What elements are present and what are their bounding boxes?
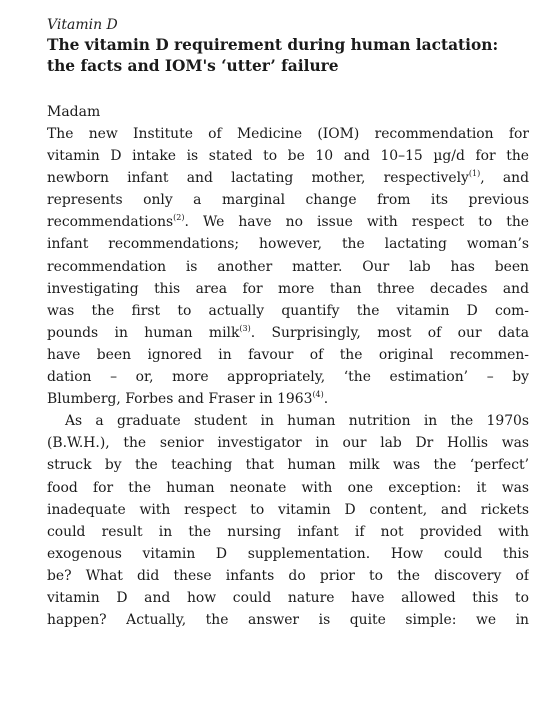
paragraph: [47, 410, 529, 631]
line-text: recommendation is another matter. Our lab has been: [47, 258, 529, 275]
line-text: inadequate with respect to vitamin D content, and rickets: [47, 501, 529, 518]
line-text-after-ref: . Surprisingly, most of our data: [250, 324, 529, 341]
text-line: [47, 454, 529, 476]
line-text: vitamin D and how could nature have allowed this to: [47, 589, 529, 606]
line-text: Blumberg, Forbes and Fraser in 1963: [47, 391, 313, 408]
reference-superscript: (3): [239, 323, 251, 333]
line-text: represents only a marginal change from its previous: [47, 192, 529, 209]
title-line: The vitamin D requirement during human lactation:: [47, 36, 499, 54]
line-text: vitamin D intake is stated to be 10 and 10–15 µg/d for the: [47, 148, 529, 165]
text-line: [47, 211, 529, 233]
letter-body: [47, 123, 529, 631]
title-line: the facts and IOM's ‘utter’ failure: [47, 57, 339, 75]
text-line: [47, 499, 529, 521]
text-line: [47, 145, 529, 167]
line-text: investigating this area for more than three decades and: [47, 280, 529, 297]
text-line: [47, 344, 529, 366]
text-line: [47, 565, 529, 587]
line-text: was the first to actually quantify the vitamin D com-: [47, 302, 529, 319]
text-line: [47, 388, 529, 410]
line-text: dation – or, more appropriately, ‘the estimation’ – by: [47, 369, 529, 386]
line-text: struck by the teaching that human milk was the ‘perfect’: [47, 457, 529, 474]
line-text-after-ref: , and: [480, 170, 529, 187]
line-text: As a graduate student in human nutrition in the 1970s: [65, 413, 529, 430]
text-line: [47, 322, 529, 344]
text-line: [47, 167, 529, 189]
text-line: [47, 278, 529, 300]
line-text: be? What did these infants do prior to the discovery of: [47, 567, 529, 584]
line-text: The new Institute of Medicine (IOM) recommendation for: [47, 126, 529, 142]
text-line: [47, 587, 529, 609]
line-text: exogenous vitamin D supplementation. How could this: [47, 545, 529, 562]
text-line: [47, 233, 529, 255]
text-line: [47, 521, 529, 543]
reference-superscript: (4): [312, 390, 324, 400]
text-line: [47, 366, 529, 388]
salutation: Madam: [47, 104, 101, 120]
line-text: happen? Actually, the answer is quite simple: we in: [47, 612, 529, 629]
text-line: [47, 300, 529, 322]
reference-superscript: (2): [173, 213, 185, 223]
line-text: recommendations: [47, 214, 174, 231]
text-line: [47, 432, 529, 454]
article-title: [47, 35, 529, 77]
line-text-after-ref: . We have no issue with respect to the: [184, 214, 529, 231]
article-page: [47, 15, 529, 631]
line-text: newborn infant and lactating mother, respectively: [47, 170, 469, 187]
reference-superscript: (1): [468, 169, 481, 179]
text-line: [47, 256, 529, 278]
paragraph: [47, 123, 529, 410]
line-text-after-ref: .: [323, 391, 329, 408]
text-line: [47, 410, 529, 432]
line-text: pounds in human milk: [47, 324, 240, 341]
line-text: could result in the nursing infant if not provided with: [47, 523, 529, 540]
section-label: Vitamin D: [47, 17, 118, 33]
text-line: [47, 189, 529, 211]
text-line: [47, 543, 529, 565]
text-line: [47, 609, 529, 631]
text-line: [47, 123, 529, 145]
line-text: (B.W.H.), the senior investigator in our lab Dr Hollis was: [47, 435, 529, 452]
line-text: infant recommendations; however, the lactating woman’s: [47, 236, 529, 253]
text-line: [47, 477, 529, 499]
line-text: food for the human neonate with one exception: it was: [47, 479, 529, 496]
line-text: have been ignored in favour of the original recommen-: [47, 346, 529, 363]
